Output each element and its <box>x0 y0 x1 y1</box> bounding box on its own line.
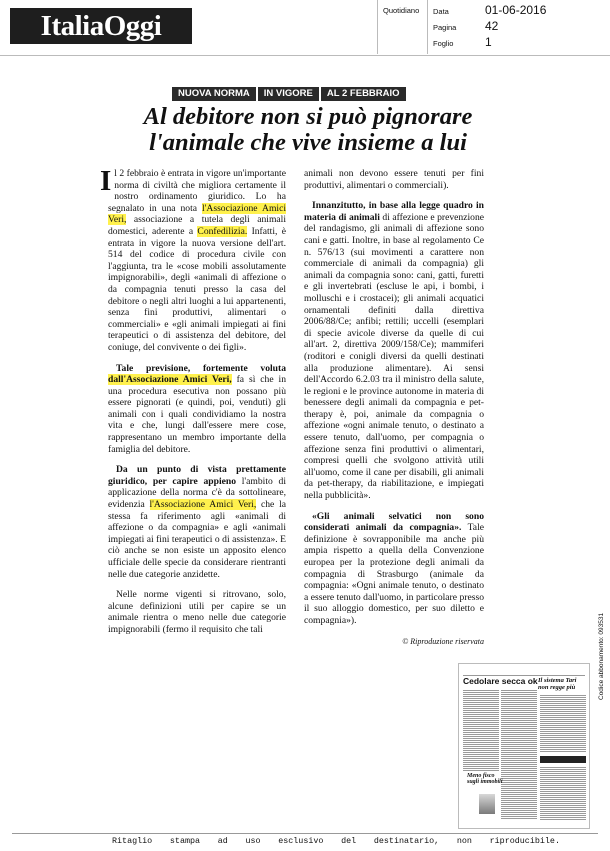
text: l 2 febbraio è entrata in vigore un'importante norma di civiltà che migliora certamente il nostro ordinamento giuridico. Lo ha segnalato in una nota <box>108 168 286 214</box>
drop-cap: I <box>100 165 112 197</box>
thumbnail-photo <box>479 794 495 814</box>
thumbnail-side-title: Il sistema Tari non regge più <box>538 677 577 691</box>
meta-page <box>433 20 583 36</box>
publication-type: Quotidiano <box>377 0 427 54</box>
footer-note <box>112 836 560 846</box>
footer-word: ad <box>217 836 228 846</box>
bold-lead: «Gli animali selvatici non sono considerati animali da compagnia». <box>304 510 484 534</box>
meta-date <box>433 4 583 20</box>
footer-word: uso <box>245 836 261 846</box>
bold-lead: Innanzitutto, in base alla legge quadro in materia di animali <box>304 200 484 223</box>
meta-sheet <box>433 36 583 52</box>
footer-divider <box>12 833 598 834</box>
thumbnail-text-block <box>501 689 537 819</box>
text: l'ambito di applicazione della norma c'è da sottolineare, evidenzia <box>108 475 286 511</box>
thumbnail-header <box>463 667 585 676</box>
text: Tale definizione è sovrapponibile ma anche più ampia rispetto a quella della Convenzione europea per la protezione degli animali da compagnia di Strasburgo (animale da compagnia: «Ogni animale tenuto, o destinato a essere tenuto dall'uomo, in particolare presso il suo alloggio domestico, per suo diletto e compagnia»). <box>304 522 484 626</box>
paragraph <box>100 165 286 354</box>
footer-word: destinatario, <box>373 836 440 846</box>
paragraph <box>304 511 484 627</box>
thumbnail-text-block <box>540 694 586 752</box>
highlight: l'Associazione Amici Veri, <box>108 202 286 226</box>
article-column-2 <box>304 168 484 647</box>
meta-label: Foglio <box>433 39 454 48</box>
article-kicker <box>172 87 406 101</box>
kicker-segment: AL 2 FEBBRAIO <box>321 87 406 101</box>
text: di affezione e prevenzione del randagismo, gli animali di affezione sono cani e gatti. Inoltre, in base al regolamento Ce n. 576/13 (sui movimenti a carattere non commerciale di animali da compagnia) gli animali da compagnia sono: cani, gatti, furetti e gli invertebrati (escluse le api, i bombi, i molluschi e i crostacei); gli animali acquatici ornamentali definiti dalla direttiva 2006/88/Ce; anfibi; rettili; uccelli (esemplari di specie avicole diverse da quelle di cui all'art. 2, direttiva 2009/158/Ce); mammiferi (roditori e conigli diversi da quelli destinati alla produzione alimentare). Ai sensi dell'Accordo 6.2.03 tra il ministro della salute, le regioni e le province autonome in materia di benessere degli animali da compagnia e pet-therapy è, poi, animale da compagnia o affezione «ogni animale tenuto, o destinato a essere tenuto, dall'uomo, per compagnia o affezione senza fini produttivi o alimentari, compresi quelli che svolgono attività utili all'uomo, come il cane per disabili, gli animali da pet-therapy, da riabilitazione, e impiegati nella pubblicità». <box>304 211 484 502</box>
article-headline <box>98 104 518 156</box>
highlight: Confedilizia. <box>197 225 248 237</box>
highlight: l'Associazione Amici Veri, <box>149 499 257 511</box>
paragraph <box>108 464 286 580</box>
kicker-segment: IN VIGORE <box>258 87 319 101</box>
thumbnail-dark-box <box>540 756 586 763</box>
bold-lead: Tale previsione, fortemente voluta <box>116 362 286 374</box>
bold-lead: Da un punto di vista prettamente giuridico, per capire appieno <box>108 464 286 487</box>
paragraph: Nelle norme vigenti si ritrovano, solo, alcune definizioni utili per capire se un animale rientra o meno nelle due categorie impignorabili (fermo il requisito che tali <box>108 589 286 635</box>
page-thumbnail <box>458 663 590 829</box>
meta-value: 1 <box>485 35 492 49</box>
newspaper-logo: ItaliaOggi <box>10 8 192 44</box>
header-divider <box>0 55 610 56</box>
footer-word: non <box>456 836 472 846</box>
footer-word: del <box>341 836 357 846</box>
meta-value: 01-06-2016 <box>485 3 547 17</box>
footer-word: stampa <box>169 836 201 846</box>
text: Infatti, è entrata in vigore la nuova versione dell'art. 514 del codice di procedura civile con l'aggiunta, tra le «cose mobili assolutamente impignorabili», degli «animali di affezione o da compagnia tenuti presso la casa del debitore o negli altri luoghi a lui appartenenti, senza fini produttivi, alimentari o commerciali» e «gli animali impiegati ai fini terapeutici o di assistenza del debitore, del coniuge, del convivente o dei figli». <box>108 225 286 353</box>
headline-line: Al debitore non si può pignorare <box>143 103 473 130</box>
copyright-note: © Riproduzione riservata <box>402 636 484 646</box>
kicker-segment: NUOVA NORMA <box>172 87 256 101</box>
paragraph: animali non devono essere tenuti per fini produttivi, alimentari o commerciali). <box>304 168 484 191</box>
article-column-1 <box>100 165 286 645</box>
meta-label: Data <box>433 7 449 16</box>
clipping-meta <box>427 0 588 54</box>
meta-value: 42 <box>485 19 499 33</box>
thumbnail-text-block <box>463 689 499 771</box>
headline-line: l'animale che vive insieme a lui <box>149 129 467 156</box>
paragraph <box>108 363 286 456</box>
meta-label: Pagina <box>433 23 457 32</box>
paragraph <box>304 200 484 501</box>
footer-word: riproducibile. <box>489 836 560 846</box>
highlight: dall'Associazione Amici Veri, <box>108 374 232 386</box>
text: associazione a tutela degli animali domestici, aderente a <box>108 214 286 237</box>
footer-word: Ritaglio <box>112 836 153 846</box>
thumbnail-bottom-title: Meno fisco sugli immobili <box>467 773 503 785</box>
text: che la stessa fa riferimento agli «animali di affezione o da compagnia» e agli «animali impiegati ai fini terapeutici o di assistenza». E ciò anche se non esiste un apposito elenco ufficiale delle specie da considerare rientranti nelle due categorie anzidette. <box>108 499 286 580</box>
thumbnail-title: Cedolare secca ok <box>463 676 538 686</box>
thumbnail-text-block <box>540 766 586 821</box>
subscription-code: Codice abbonamento: 093531 <box>598 612 605 700</box>
footer-word: esclusivo <box>278 836 324 846</box>
text: fa sì che in una procedura esecutiva non possano più essere pignorati (e quindi, poi, venduti) gli animali con i quali condividiamo la nostra vita e che, lungi dall'essere mere cose, rappresentano un membro importante della famiglia del debitore. <box>108 374 286 455</box>
